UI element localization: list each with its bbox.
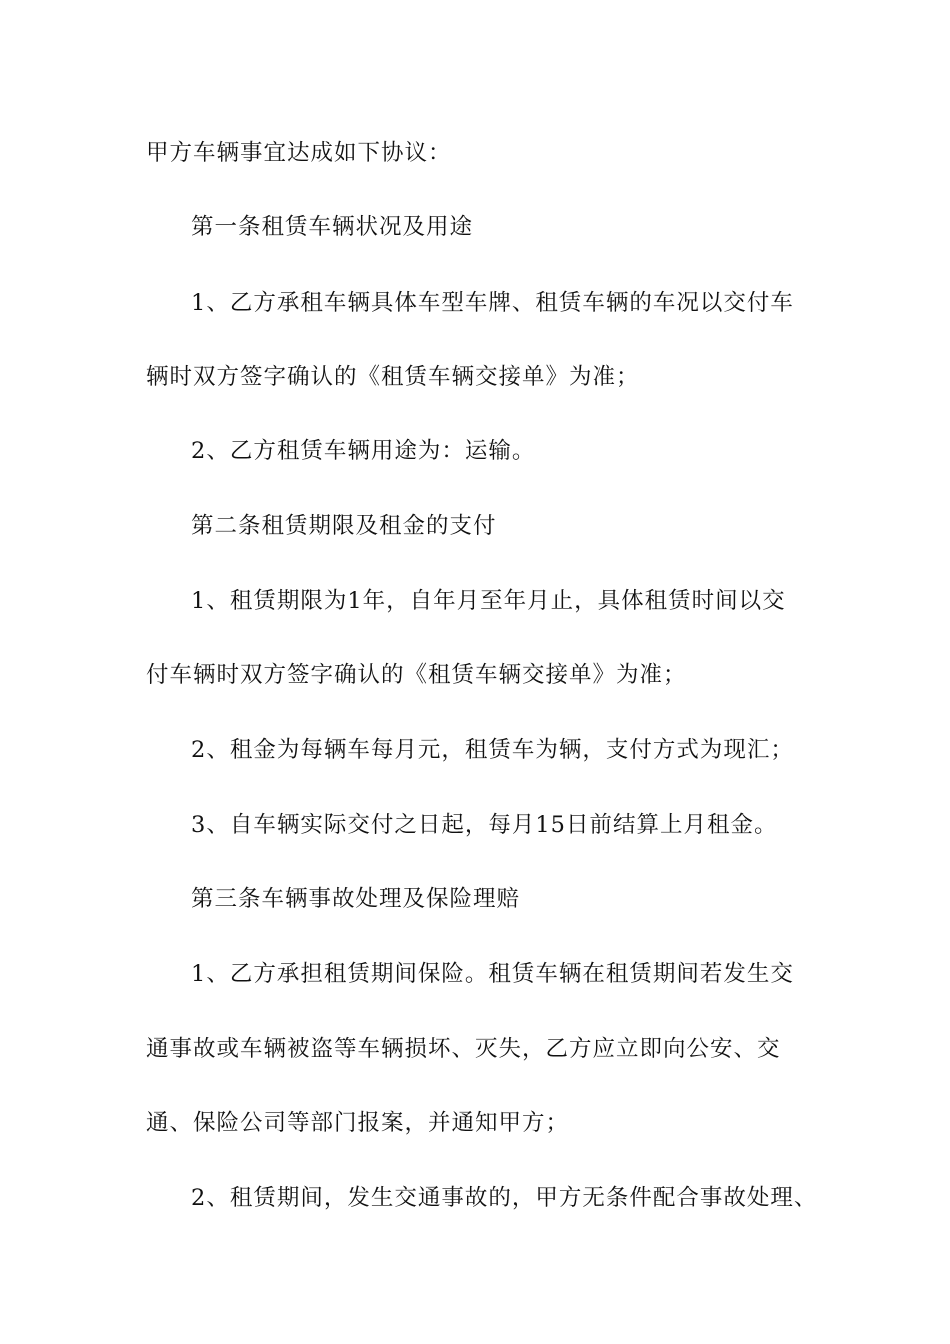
clause-1-1-line-1: 1、乙方承租车辆具体车型车牌、租赁车辆的车况以交付车 <box>191 290 794 316</box>
clause-2-1-line-1: 1、租赁期限为1年，自年月至年月止，具体租赁时间以交 <box>191 588 786 614</box>
clause-2-2: 2、租金为每辆车每月元，租赁车为辆，支付方式为现汇； <box>191 737 794 763</box>
section-heading-1: 第一条租赁车辆状况及用途 <box>191 214 474 240</box>
paragraph-line-intro: 甲方车辆事宜达成如下协议： <box>146 140 452 166</box>
clause-3-1-line-1: 1、乙方承担租赁期间保险。租赁车辆在租赁期间若发生交 <box>191 961 794 987</box>
clause-3-1-line-2: 通事故或车辆被盗等车辆损坏、灭失，乙方应立即向公安、交 <box>146 1036 781 1062</box>
clause-2-1-line-2: 付车辆时双方签字确认的《租赁车辆交接单》为准； <box>146 662 687 688</box>
clause-1-2: 2、乙方租赁车辆用途为：运输。 <box>191 438 536 464</box>
clause-3-2-line-1: 2、租赁期间，发生交通事故的，甲方无条件配合事故处理、 <box>191 1185 818 1211</box>
clause-1-1-line-2: 辆时双方签字确认的《租赁车辆交接单》为准； <box>146 364 640 390</box>
clause-2-3: 3、自车辆实际交付之日起，每月15日前结算上月租金。 <box>191 812 778 838</box>
section-heading-3: 第三条车辆事故处理及保险理赔 <box>191 886 521 912</box>
clause-3-1-line-3: 通、保险公司等部门报案，并通知甲方； <box>146 1110 570 1136</box>
section-heading-2: 第二条租赁期限及租金的支付 <box>191 513 497 539</box>
